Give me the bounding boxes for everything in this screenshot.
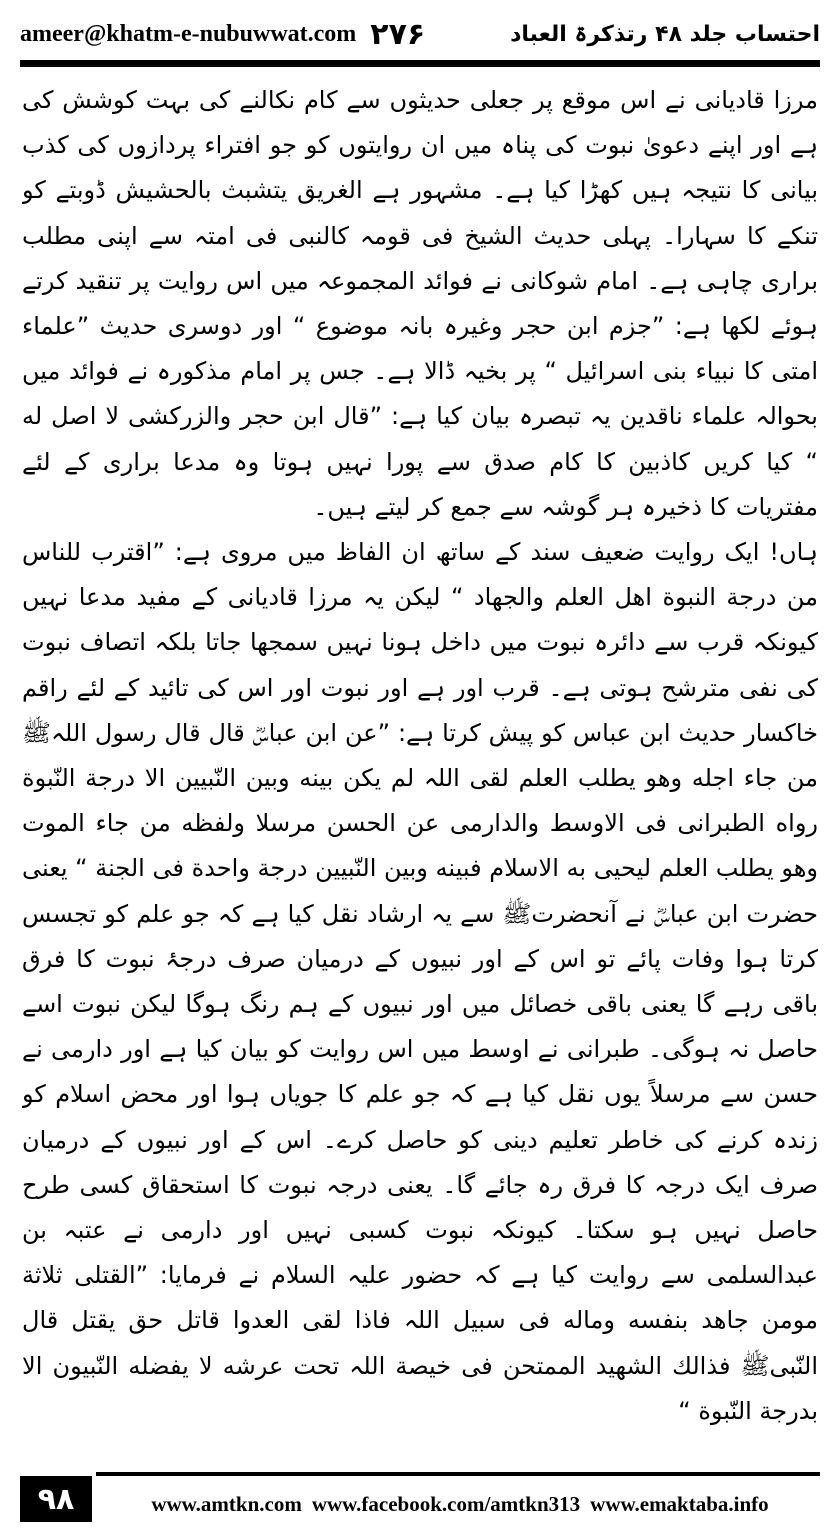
header-page-number: ۲۷۶	[370, 16, 426, 52]
footer-url-1[interactable]: www.amtkn.com	[151, 1491, 302, 1516]
header-email: ameer@khatm-e-nubuwwat.com	[20, 20, 357, 47]
paragraph-2: ہاں! ایک روایت ضعیف سند کے ساتھ ان الفاظ میں مروی ہے: ”اقترب للناس من درجة النبوة اهل العلم والجهاد “ لیکن یہ مرزا قادیانی کے مفید مدعا نہیں کیونکہ قرب سے دائرہ نبوت میں داخل ہونا نہیں سمجھا جاتا بلکہ اتصاف نبوت کی نفی مترشح ہوتی ہے۔ قرب اور ہے اور نبوت اور اس کی تائید کے لئے راقم خاکسار حدیث ابن عباس کو پیش کرتا ہے: ”عن ابن عباسؓ قال قال رسول اللہﷺ من جاء اجله وهو یطلب العلم لقی اللہ لم یکن بینه وبین النّبیین الا درجة النّبوة رواه الطبرانی فی الاوسط والدارمی عن الحسن مرسلا ولفظه من جاء الموت وهو یطلب العلم لیحیی به الاسلام فبینه وبین النّبیین درجة واحدة فی الجنة “ یعنی حضرت ابن عباسؓ نے آنحضرتﷺ سے یہ ارشاد نقل کیا ہے کہ جو علم کو تجسس کرتا ہوا وفات پائے تو اس کے اور نبیوں کے درمیان صرف درجۂ نبوت کا فرق باقی رہے گا یعنی باقی خصائل میں اور نبیوں کے ہم رنگ ہوگا لیکن نبوت اسے حاصل نہ ہوگی۔ طبرانی نے اوسط میں اس روایت کو بیان کیا ہے اور دارمی نے حسن سے مرسلاً یوں نقل کیا ہے کہ جو علم کا جویاں ہوا اور محض اسلام کو زندہ کرنے کی خاطر تعلیم دینی کو حاصل کرے۔ اس کے اور نبیوں کے درمیان صرف ایک درجہ کا فرق رہ جائے گا۔ یعنی درجہ نبوت کا استحقاق کسی طرح حاصل نہیں ہو سکتا۔ کیونکہ نبوت کسبی نہیں اور دارمی نے عتبہ بن عبدالسلمی سے روایت کیا ہے کہ حضور علیہ السلام نے فرمایا: ”القتلی ثلاثة مومن جاهد بنفسه وماله فی سبیل اللہ فاذا لقی العدوا قاتل حق یقتل قال النّبیﷺ فذالك الشهید الممتحن فی خیصة اللہ تحت عرشه لا یفضله النّبیون الا بدرجة النّبوة “	[22, 538, 818, 1425]
folio-number: ۹۸	[20, 1476, 92, 1522]
page-header	[20, 12, 820, 56]
footer-url-3[interactable]: www.emaktaba.info	[590, 1491, 769, 1516]
header-left	[20, 17, 425, 52]
page-body	[22, 78, 818, 1456]
footer-url-2[interactable]: www.facebook.com/amtkn313	[311, 1491, 581, 1516]
footer-urls	[100, 1484, 820, 1524]
header-book-title: احتساب جلد ۴۸ رتذکرۃ العباد	[510, 21, 820, 47]
footer-rule	[96, 1472, 820, 1476]
header-rule	[20, 60, 820, 67]
paragraph-1: مرزا قادیانی نے اس موقع پر جعلی حدیثوں سے کام نکالنے کی بہت کوشش کی ہے اور اپنے دعویٰ نبوت کی پناہ میں ان روایتوں کو جو افتراء پردازوں کی کذب بیانی کا نتیجہ ہیں کھڑا کیا ہے۔ مشہور ہے الغریق یتشبث بالحشیش ڈوبتے کو تنکے کا سہارا۔ پہلی حدیث الشیخ فی قومہ کالنبی فی امتہ سے اپنی مطلب براری چاہی ہے۔ امام شوکانی نے فوائد المجموعہ میں اس روایت پر تنقید کرتے ہوئے لکھا ہے: ”جزم ابن حجر وغیرہ بانہ موضوع “ اور دوسری حدیث ”علماء امتی کا نبیاء بنی اسرائیل “ پر بخیہ ڈالا ہے۔ جس پر امام مذکورہ نے فوائد میں بحوالہ علماء ناقدین یہ تبصرہ بیان کیا ہے: ”قال ابن حجر والزرکشی لا اصل له “ کیا کریں کاذبین کا کام صدق سے پورا نہیں ہوتا وہ مدعا براری کے لئے مفتریات کا ذخیرہ ہر گوشہ سے جمع کر لیتے ہیں۔	[22, 86, 818, 521]
